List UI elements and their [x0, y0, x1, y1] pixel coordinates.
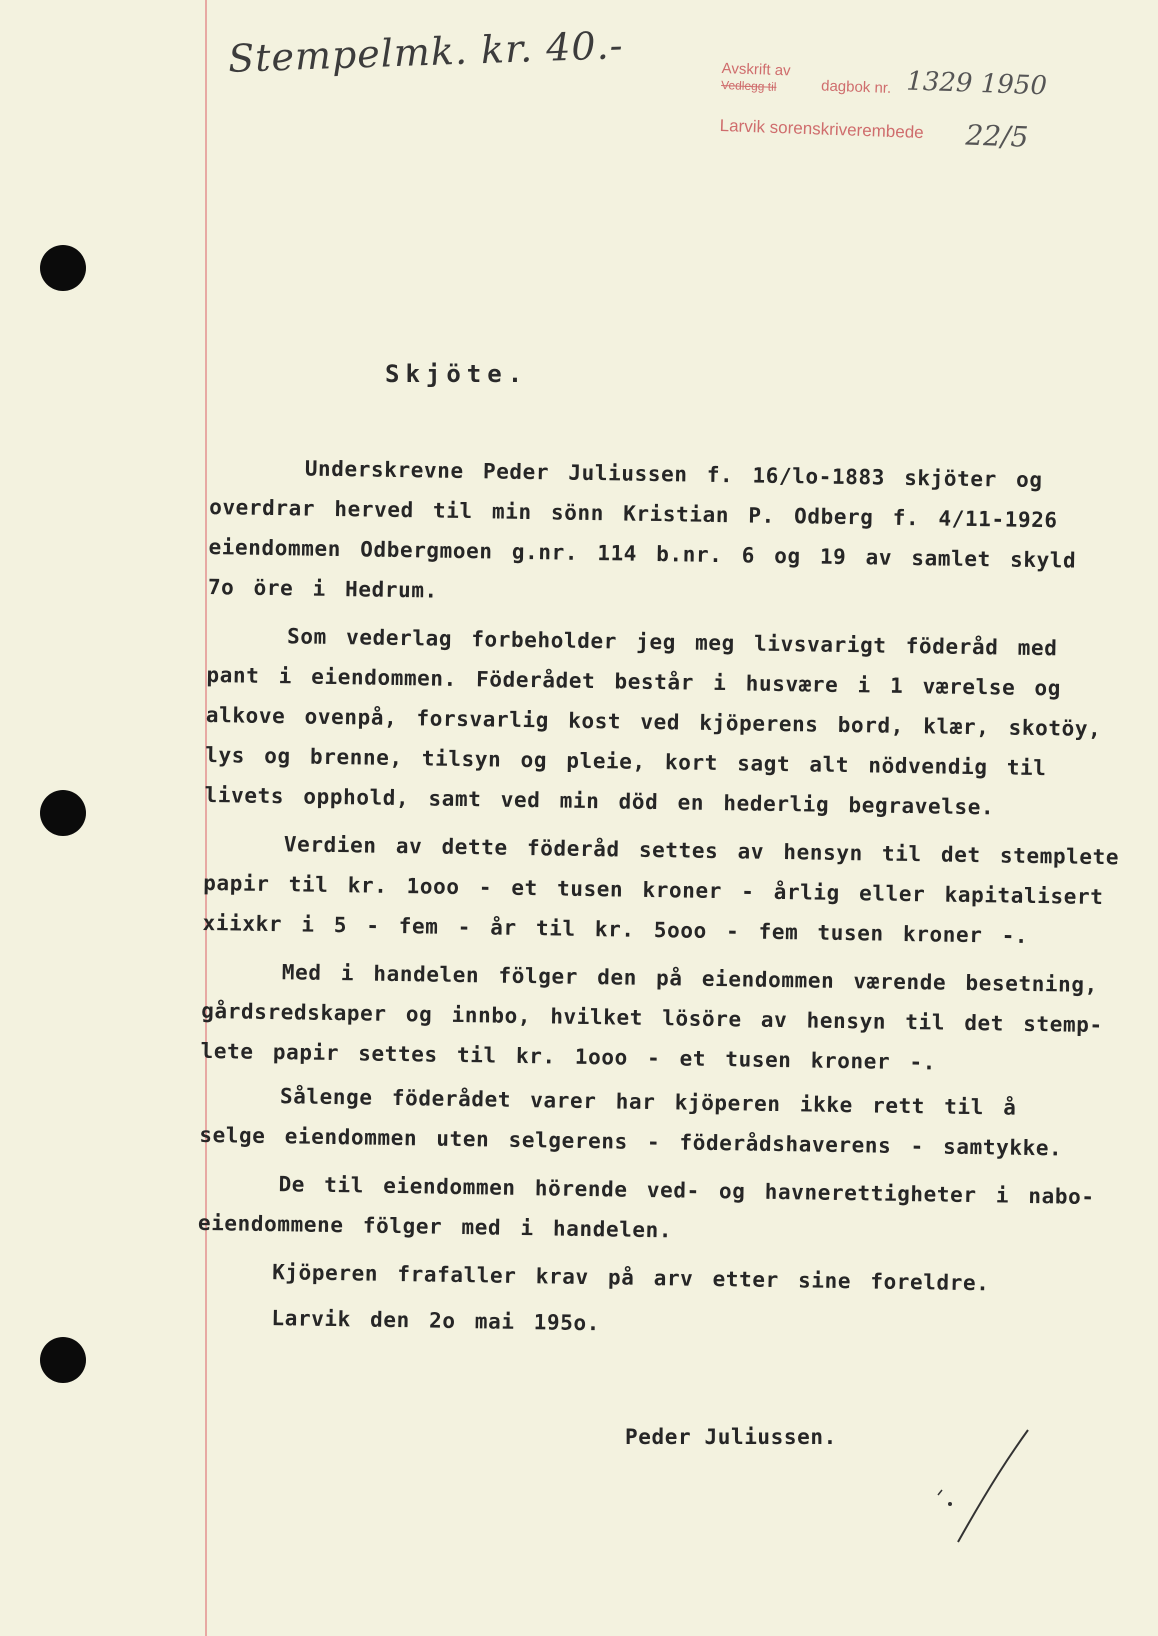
body-line: selge eiendommen uten selgerens - föderådshaverens - samtykke.	[199, 1122, 1063, 1161]
punch-hole	[40, 790, 86, 836]
body-line: papir til kr. 1ooo - et tusen kroner - årlig eller kapitalisert	[203, 870, 1104, 910]
body-line: lete papir settes til kr. 1ooo - et tusen kroner -.	[200, 1038, 937, 1075]
stamp-date: 22/5	[964, 118, 1029, 154]
body-line: Sålenge föderådet varer har kjöperen ikke rett til å	[279, 1084, 1017, 1120]
body-line: alkove ovenpå, forsvarlig kost ved kjöperens bord, klær, skotöy,	[205, 702, 1102, 742]
stamp-line-1: Avskrift av	[721, 60, 791, 80]
registry-stamp	[719, 60, 1052, 171]
punch-hole	[40, 245, 86, 291]
handwritten-stamp-fee-note: Stempelmk. kr. 40.-	[227, 23, 625, 81]
body-line: Med i handelen fölger den på eiendommen værende besetning,	[281, 960, 1099, 998]
handwritten-signature-mark	[920, 1420, 1040, 1550]
margin-line	[205, 0, 207, 1636]
body-line: xiixkr i 5 - fem - år til kr. 5ooo - fem tusen kroner -.	[202, 910, 1029, 948]
body-line: lys og brenne, tilsyn og pleie, kort sagt alt nödvendig til	[205, 742, 1047, 781]
typed-signature-name: Peder Juliussen.	[625, 1425, 837, 1449]
body-line: eiendommen Odbergmoen g.nr. 114 b.nr. 6 og 19 av samlet skyld	[208, 534, 1077, 573]
body-line: Kjöperen frafaller krav på arv etter sine foreldre.	[271, 1260, 990, 1296]
stamp-office-name: Larvik sorenskriverembede	[719, 115, 925, 143]
body-line: Som vederlag forbeholder jeg meg livsvarigt föderåd med	[286, 624, 1058, 661]
body-line: overdrar herved til min sönn Kristian P. Odberg f. 4/11-1926	[208, 494, 1058, 533]
body-line: Larvik den 2o mai 195o.	[271, 1306, 601, 1336]
stamp-dagbok-number: 1329 1950	[905, 66, 1048, 102]
body-line: livets opphold, samt ved min död en hederlig begravelse.	[204, 782, 995, 820]
body-line: De til eiendommen hörende ved- og havnerettigheter i nabo-	[278, 1172, 1095, 1209]
body-line: Verdien av dette föderåd settes av hensyn til det stemplete	[283, 832, 1120, 870]
document-title: Skjöte.	[385, 360, 529, 388]
deed-body	[197, 455, 1120, 1336]
body-line: eiendommene fölger med i handelen.	[197, 1210, 673, 1243]
body-line: gårdsredskaper og innbo, hvilket lösöre av hensyn til det stemp-	[201, 998, 1103, 1038]
body-line: 7o öre i Hedrum.	[207, 574, 438, 603]
stamp-dagbok-label: dagbok nr.	[820, 77, 892, 97]
punch-hole	[40, 1337, 86, 1383]
stamp-line-1-struck: Vedlegg til	[720, 77, 777, 94]
body-line: Underskrevne Peder Juliussen f. 16/lo-1883 skjöter og	[304, 456, 1043, 493]
body-line: pant i eiendommen. Föderådet består i husvære i 1 værelse og	[206, 662, 1062, 701]
